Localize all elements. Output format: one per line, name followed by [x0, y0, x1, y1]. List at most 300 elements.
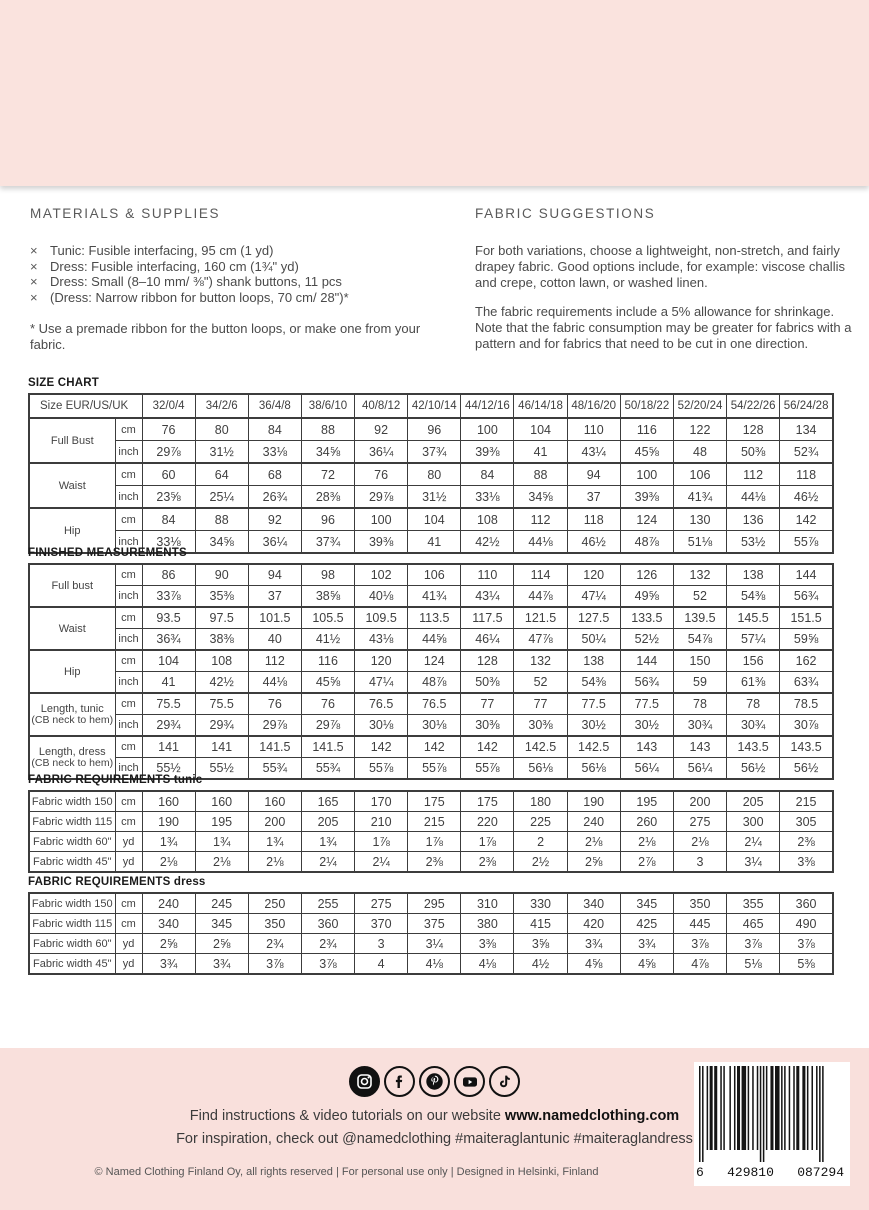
value-cell: 141.5 [248, 736, 301, 758]
unit-label: inch [115, 629, 142, 651]
value-cell: 139.5 [673, 607, 726, 629]
value-cell: 1¾ [301, 832, 354, 852]
unit-label: inch [115, 441, 142, 464]
measurement-label: Waist [29, 607, 115, 650]
value-cell: 29⅞ [355, 486, 408, 509]
value-cell: 37 [567, 486, 620, 509]
table-row [29, 607, 833, 629]
value-cell: 76 [248, 693, 301, 715]
value-cell: 29⅞ [301, 715, 354, 737]
value-cell: 195 [195, 812, 248, 832]
value-cell: 48⅞ [408, 672, 461, 694]
value-cell: 3¾ [142, 954, 195, 975]
value-cell: 3¼ [727, 852, 780, 873]
value-cell: 59⅝ [780, 629, 833, 651]
value-cell: 141.5 [301, 736, 354, 758]
value-cell: 34⅝ [514, 486, 567, 509]
value-cell: 110 [461, 564, 514, 586]
value-cell: 120 [567, 564, 620, 586]
value-cell: 2⅛ [195, 852, 248, 873]
value-cell: 47¼ [355, 672, 408, 694]
fabric-requirements-tunic-section [28, 774, 834, 873]
value-cell: 3¼ [408, 934, 461, 954]
value-cell: 37¾ [301, 531, 354, 554]
size-label: 46/14/18 [514, 394, 567, 418]
value-cell: 25¼ [195, 486, 248, 509]
value-cell: 133.5 [620, 607, 673, 629]
value-cell: 215 [408, 812, 461, 832]
value-cell: 3⅜ [461, 934, 514, 954]
measurement-label: Length, dress (CB neck to hem) [29, 736, 115, 779]
fabric-width-label: Fabric width 115 [29, 914, 115, 934]
value-cell: 56¼ [673, 758, 726, 780]
value-cell: 150 [673, 650, 726, 672]
value-cell: 3 [355, 934, 408, 954]
size-label: 56/24/28 [780, 394, 833, 418]
value-cell: 3⅝ [514, 934, 567, 954]
size-header-label: Size EUR/US/UK [29, 394, 142, 418]
unit-label: inch [115, 758, 142, 780]
value-cell: 345 [620, 893, 673, 914]
value-cell: 30¾ [727, 715, 780, 737]
materials-list-item [30, 259, 442, 275]
value-cell: 106 [408, 564, 461, 586]
value-cell: 94 [248, 564, 301, 586]
value-cell: 36¼ [248, 531, 301, 554]
value-cell: 340 [567, 893, 620, 914]
value-cell: 310 [461, 893, 514, 914]
value-cell: 78 [727, 693, 780, 715]
value-cell: 2⅞ [620, 852, 673, 873]
table-row [29, 852, 833, 873]
value-cell: 39⅜ [355, 531, 408, 554]
value-cell: 300 [727, 812, 780, 832]
value-cell: 143 [620, 736, 673, 758]
size-chart-heading: SIZE CHART [28, 377, 99, 389]
value-cell: 250 [248, 893, 301, 914]
unit-label: inch [115, 486, 142, 509]
value-cell: 41½ [301, 629, 354, 651]
value-cell: 350 [248, 914, 301, 934]
x-bullet-icon: × [30, 289, 38, 305]
value-cell: 88 [301, 418, 354, 441]
value-cell: 50¼ [567, 629, 620, 651]
unit-label: cm [115, 736, 142, 758]
value-cell: 1⅞ [355, 832, 408, 852]
value-cell: 138 [727, 564, 780, 586]
value-cell: 3¾ [195, 954, 248, 975]
value-cell: 105.5 [301, 607, 354, 629]
materials-section [30, 206, 442, 366]
value-cell: 112 [514, 508, 567, 531]
value-cell: 43⅛ [355, 629, 408, 651]
value-cell: 60 [142, 463, 195, 486]
value-cell: 370 [355, 914, 408, 934]
value-cell: 130 [673, 508, 726, 531]
value-cell: 23⅝ [142, 486, 195, 509]
table-row [29, 934, 833, 954]
value-cell: 2½ [514, 852, 567, 873]
value-cell: 77 [461, 693, 514, 715]
value-cell: 120 [355, 650, 408, 672]
value-cell: 56⅛ [514, 758, 567, 780]
value-cell: 48⅞ [620, 531, 673, 554]
value-cell: 2¾ [301, 934, 354, 954]
value-cell: 175 [461, 791, 514, 812]
value-cell: 104 [408, 508, 461, 531]
value-cell: 108 [461, 508, 514, 531]
value-cell: 142 [461, 736, 514, 758]
unit-label: yd [115, 832, 142, 852]
materials-list-item [30, 290, 442, 306]
value-cell: 34⅝ [301, 441, 354, 464]
value-cell: 52 [514, 672, 567, 694]
value-cell: 45⅝ [620, 441, 673, 464]
size-chart-section [28, 377, 834, 554]
value-cell: 260 [620, 812, 673, 832]
value-cell: 113.5 [408, 607, 461, 629]
value-cell: 43¼ [567, 441, 620, 464]
value-cell: 355 [727, 893, 780, 914]
fabric-width-label: Fabric width 150 [29, 791, 115, 812]
value-cell: 190 [567, 791, 620, 812]
value-cell: 360 [301, 914, 354, 934]
value-cell: 205 [301, 812, 354, 832]
value-cell: 100 [355, 508, 408, 531]
barcode-digit-group: 6 [696, 1165, 704, 1180]
value-cell: 141 [195, 736, 248, 758]
table-row [29, 812, 833, 832]
value-cell: 162 [780, 650, 833, 672]
value-cell: 160 [248, 791, 301, 812]
x-bullet-icon: × [30, 274, 38, 290]
table-row [29, 441, 833, 464]
value-cell: 45⅝ [301, 672, 354, 694]
fabric-requirements-dress-heading: FABRIC REQUIREMENTS dress [28, 876, 206, 888]
value-cell: 112 [248, 650, 301, 672]
value-cell: 34⅝ [195, 531, 248, 554]
value-cell: 3⅞ [301, 954, 354, 975]
fabric-width-label: Fabric width 150 [29, 893, 115, 914]
value-cell: 51⅛ [673, 531, 726, 554]
fabric-width-label: Fabric width 60" [29, 934, 115, 954]
value-cell: 128 [461, 650, 514, 672]
value-cell: 41 [514, 441, 567, 464]
value-cell: 93.5 [142, 607, 195, 629]
value-cell: 100 [461, 418, 514, 441]
value-cell: 245 [195, 893, 248, 914]
value-cell: 88 [514, 463, 567, 486]
value-cell: 124 [408, 650, 461, 672]
footer-copyright: © Named Clothing Finland Oy, all rights reserved | For personal use only | Designed in Helsinki, Finland [94, 1166, 599, 1178]
value-cell: 84 [248, 418, 301, 441]
value-cell: 1¾ [142, 832, 195, 852]
value-cell: 142 [355, 736, 408, 758]
value-cell: 360 [780, 893, 833, 914]
unit-label: inch [115, 715, 142, 737]
unit-label: inch [115, 672, 142, 694]
value-cell: 118 [567, 508, 620, 531]
value-cell: 375 [408, 914, 461, 934]
value-cell: 92 [248, 508, 301, 531]
value-cell: 55⅞ [355, 758, 408, 780]
value-cell: 2¼ [355, 852, 408, 873]
value-cell: 117.5 [461, 607, 514, 629]
value-cell: 38⅝ [301, 586, 354, 608]
table-row [29, 954, 833, 975]
value-cell: 143.5 [727, 736, 780, 758]
value-cell: 44⅞ [514, 586, 567, 608]
size-label: 36/4/8 [248, 394, 301, 418]
value-cell: 143.5 [780, 736, 833, 758]
value-cell: 142 [408, 736, 461, 758]
fabric-width-label: Fabric width 45" [29, 954, 115, 975]
size-label: 34/2/6 [195, 394, 248, 418]
value-cell: 127.5 [567, 607, 620, 629]
unit-label: cm [115, 812, 142, 832]
value-cell: 39⅜ [461, 441, 514, 464]
value-cell: 112 [727, 463, 780, 486]
value-cell: 330 [514, 893, 567, 914]
value-cell: 30⅞ [780, 715, 833, 737]
fabric-requirements-dress-table [28, 892, 834, 975]
value-cell: 92 [355, 418, 408, 441]
value-cell: 425 [620, 914, 673, 934]
value-cell: 77.5 [620, 693, 673, 715]
table-row [29, 715, 833, 737]
value-cell: 124 [620, 508, 673, 531]
value-cell: 30½ [620, 715, 673, 737]
value-cell: 57¼ [727, 629, 780, 651]
value-cell: 142.5 [514, 736, 567, 758]
value-cell: 110 [567, 418, 620, 441]
table-row [29, 693, 833, 715]
value-cell: 29¾ [195, 715, 248, 737]
size-chart-table [28, 393, 834, 554]
value-cell: 88 [195, 508, 248, 531]
value-cell: 48 [673, 441, 726, 464]
value-cell: 2¾ [248, 934, 301, 954]
value-cell: 1¾ [195, 832, 248, 852]
value-cell: 75.5 [195, 693, 248, 715]
unit-label: yd [115, 852, 142, 873]
top-pink-band [0, 0, 869, 186]
value-cell: 1⅞ [461, 832, 514, 852]
unit-label: inch [115, 586, 142, 608]
value-cell: 28⅜ [301, 486, 354, 509]
value-cell: 2⅝ [142, 934, 195, 954]
value-cell: 3⅞ [673, 934, 726, 954]
barcode-digit-group: 429810 [727, 1165, 774, 1180]
value-cell: 3¾ [620, 934, 673, 954]
value-cell: 3⅞ [780, 934, 833, 954]
value-cell: 200 [248, 812, 301, 832]
value-cell: 142.5 [567, 736, 620, 758]
footer-hashtags-line: For inspiration, check out @namedclothing #maiteraglantunic #maiteraglandress [176, 1131, 693, 1147]
value-cell: 37 [248, 586, 301, 608]
unit-label: cm [115, 914, 142, 934]
value-cell: 104 [142, 650, 195, 672]
footer-website-url: www.namedclothing.com [504, 1108, 680, 1124]
value-cell: 47¼ [567, 586, 620, 608]
value-cell: 126 [620, 564, 673, 586]
value-cell: 445 [673, 914, 726, 934]
table-row [29, 832, 833, 852]
value-cell: 90 [195, 564, 248, 586]
value-cell: 4⅝ [620, 954, 673, 975]
value-cell: 2⅜ [408, 852, 461, 873]
value-cell: 78.5 [780, 693, 833, 715]
value-cell: 4⅞ [673, 954, 726, 975]
value-cell: 55⅞ [408, 758, 461, 780]
value-cell: 56¼ [620, 758, 673, 780]
value-cell: 55⅞ [461, 758, 514, 780]
value-cell: 134 [780, 418, 833, 441]
value-cell: 36¾ [142, 629, 195, 651]
materials-item-text: Tunic: Fusible interfacing, 95 cm (1 yd) [50, 243, 274, 258]
value-cell: 210 [355, 812, 408, 832]
value-cell: 200 [673, 791, 726, 812]
value-cell: 3⅞ [727, 934, 780, 954]
value-cell: 5⅜ [780, 954, 833, 975]
value-cell: 41 [408, 531, 461, 554]
unit-label: cm [115, 693, 142, 715]
finished-measurements-section [28, 547, 834, 780]
value-cell: 295 [408, 893, 461, 914]
fabric-width-label: Fabric width 60" [29, 832, 115, 852]
value-cell: 68 [248, 463, 301, 486]
value-cell: 86 [142, 564, 195, 586]
measurement-label: Full Bust [29, 418, 115, 463]
value-cell: 118 [780, 463, 833, 486]
value-cell: 1⅞ [408, 832, 461, 852]
value-cell: 54⅜ [727, 586, 780, 608]
fabric-width-label: Fabric width 45" [29, 852, 115, 873]
value-cell: 30⅜ [461, 715, 514, 737]
value-cell: 29⅞ [142, 441, 195, 464]
value-cell: 29¾ [142, 715, 195, 737]
value-cell: 50⅜ [461, 672, 514, 694]
value-cell: 47⅞ [514, 629, 567, 651]
value-cell: 84 [461, 463, 514, 486]
value-cell: 55½ [142, 758, 195, 780]
tiktok-icon [489, 1066, 520, 1097]
value-cell: 101.5 [248, 607, 301, 629]
value-cell: 30⅜ [514, 715, 567, 737]
value-cell: 170 [355, 791, 408, 812]
unit-label: yd [115, 934, 142, 954]
measurement-label: Length, tunic (CB neck to hem) [29, 693, 115, 736]
value-cell: 52 [673, 586, 726, 608]
size-label: 44/12/16 [461, 394, 514, 418]
fabric-suggestions-section [475, 206, 857, 366]
value-cell: 30½ [567, 715, 620, 737]
value-cell: 44⅛ [727, 486, 780, 509]
value-cell: 41¾ [673, 486, 726, 509]
value-cell: 96 [408, 418, 461, 441]
facebook-icon [384, 1066, 415, 1097]
value-cell: 76 [142, 418, 195, 441]
table-row [29, 418, 833, 441]
value-cell: 44⅛ [514, 531, 567, 554]
value-cell: 61⅜ [727, 672, 780, 694]
fabric-suggestions-heading: FABRIC SUGGESTIONS [475, 206, 656, 221]
value-cell: 56½ [780, 758, 833, 780]
value-cell: 180 [514, 791, 567, 812]
value-cell: 54⅞ [673, 629, 726, 651]
value-cell: 160 [142, 791, 195, 812]
footer-website-text: Find instructions & video tutorials on our website [189, 1108, 505, 1124]
size-header-row [29, 394, 833, 418]
value-cell: 143 [673, 736, 726, 758]
size-label: 38/6/10 [301, 394, 354, 418]
value-cell: 77 [514, 693, 567, 715]
value-cell: 128 [727, 418, 780, 441]
value-cell: 2⅛ [567, 832, 620, 852]
value-cell: 2⅛ [248, 852, 301, 873]
value-cell: 26¾ [248, 486, 301, 509]
size-label: 40/8/12 [355, 394, 408, 418]
size-label: 52/20/24 [673, 394, 726, 418]
value-cell: 255 [301, 893, 354, 914]
value-cell: 109.5 [355, 607, 408, 629]
materials-item-text: Dress: Fusible interfacing, 160 cm (1¾" yd) [50, 258, 299, 274]
table-row [29, 629, 833, 651]
value-cell: 55½ [195, 758, 248, 780]
value-cell: 490 [780, 914, 833, 934]
value-cell: 43¼ [461, 586, 514, 608]
value-cell: 121.5 [514, 607, 567, 629]
fabric-width-label: Fabric width 115 [29, 812, 115, 832]
unit-label: cm [115, 607, 142, 629]
value-cell: 465 [727, 914, 780, 934]
value-cell: 63¾ [780, 672, 833, 694]
value-cell: 44⅛ [248, 672, 301, 694]
value-cell: 98 [301, 564, 354, 586]
value-cell: 44⅝ [408, 629, 461, 651]
unit-label: cm [115, 791, 142, 812]
fabric-suggestions-paragraph: For both variations, choose a lightweight, non-stretch, and fairly drapey fabric. Good options include, for example: viscose challis and crepe, cotton lawn, or washed linen. [475, 243, 845, 290]
size-label: 50/18/22 [620, 394, 673, 418]
value-cell: 96 [301, 508, 354, 531]
value-cell: 56½ [727, 758, 780, 780]
value-cell: 220 [461, 812, 514, 832]
unit-label: inch [115, 531, 142, 554]
value-cell: 2⅜ [780, 832, 833, 852]
value-cell: 138 [567, 650, 620, 672]
x-bullet-icon: × [30, 258, 38, 274]
value-cell: 64 [195, 463, 248, 486]
measurement-label: Full bust [29, 564, 115, 607]
value-cell: 350 [673, 893, 726, 914]
materials-heading: MATERIALS & SUPPLIES [30, 206, 221, 221]
value-cell: 4½ [514, 954, 567, 975]
table-row [29, 672, 833, 694]
value-cell: 225 [514, 812, 567, 832]
value-cell: 31½ [195, 441, 248, 464]
value-cell: 33⅞ [142, 586, 195, 608]
table-row [29, 650, 833, 672]
unit-label: cm [115, 893, 142, 914]
value-cell: 122 [673, 418, 726, 441]
value-cell: 52½ [620, 629, 673, 651]
value-cell: 29⅞ [248, 715, 301, 737]
value-cell: 106 [673, 463, 726, 486]
barcode-digits [694, 1165, 850, 1180]
value-cell: 97.5 [195, 607, 248, 629]
value-cell: 215 [780, 791, 833, 812]
value-cell: 55¾ [248, 758, 301, 780]
